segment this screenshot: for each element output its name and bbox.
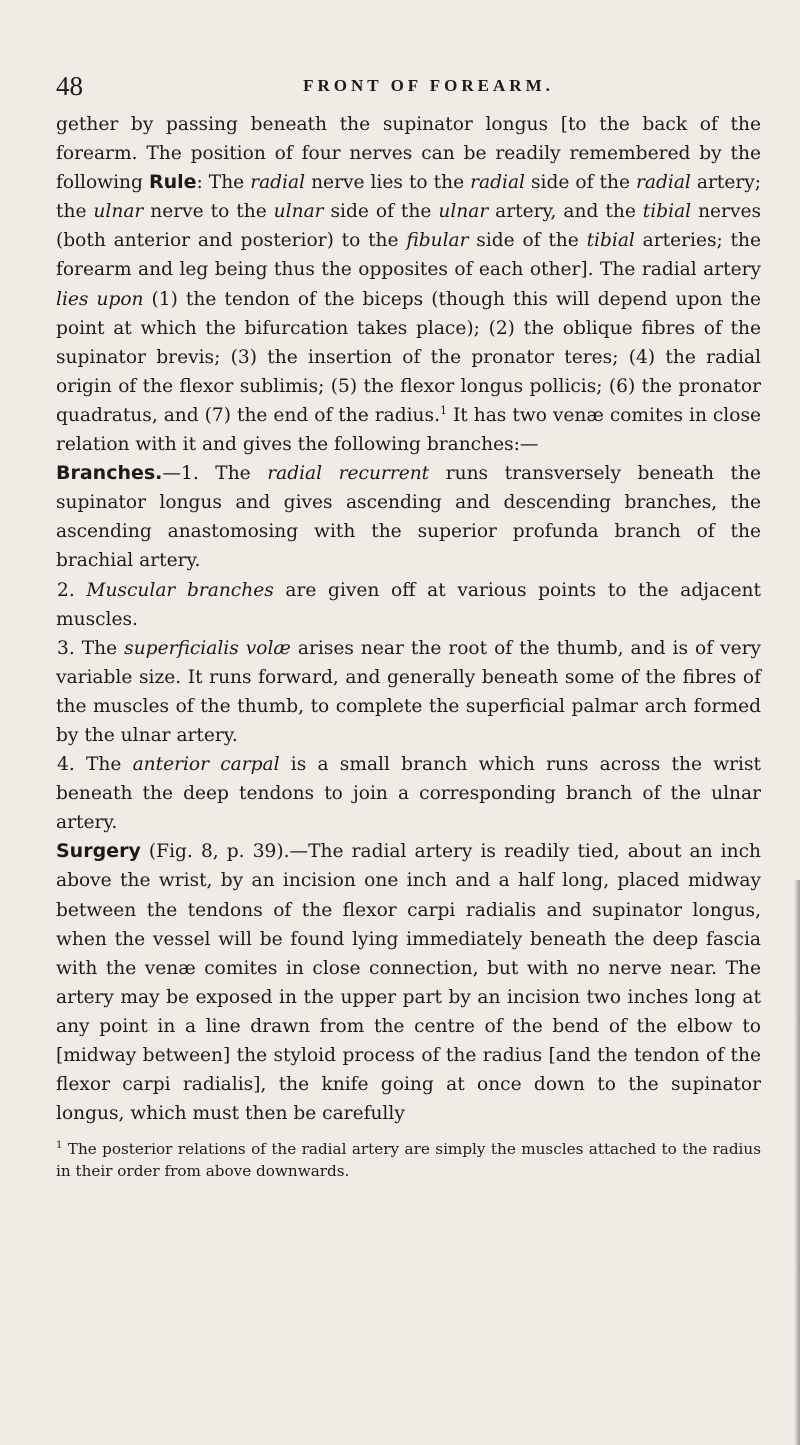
text-run: arises near the root of the thumb, and is of very variable size. It runs forward, and generally beneath some of the fibres of the muscles of the thumb, to complete the superficial palmar arch formed by the ulnar artery.: [56, 637, 761, 746]
text-run: (Fig. 8, p. 39).—The radial artery is readily tied, about an inch above the wrist, by an incision one inch and a half long, placed midway between the tendons of the flexor carpi radialis and supinator longus, when the vessel will be found lying immediately beneath the deep fascia with the venæ comites in close connection, but with no nerve near. The artery may be exposed in the upper part by an incision two inches long at any point in a line drawn from the centre of the bend of the elbow to [midway between] the styloid process of the radius [and the tendon of the flexor carpi radialis], the knife going at once down to the supinator longus, which must then be carefully: [56, 841, 761, 1125]
text-run: are given off at various points to the adjacent muscles.: [56, 579, 762, 630]
italic-term: radial: [636, 172, 691, 194]
text-run: : The: [196, 172, 251, 194]
footnote-mark: 1: [56, 1140, 63, 1152]
text-run: nerves (both anterior and posterior) to the: [56, 201, 761, 252]
text-run: nerve lies to the: [305, 172, 471, 194]
text-run: (1) the tendon of the biceps (though this will depend upon the point at which the bifurcation takes place); (2) the oblique fibres of the supinator brevis; (3) the insertion of the pronator teres; (4) the radial origin of the flexor sublimis; (5) the flexor longus pollicis; (6) the pronator quadratus, and (7) the end of the radius.: [56, 288, 761, 426]
paragraph-muscular: [56, 576, 761, 634]
text-run: 2.: [57, 579, 87, 601]
page-number: 48: [56, 71, 83, 101]
text-run: is a small branch which runs across the wrist beneath the deep tendons to join a corresponding branch of the ulnar artery.: [56, 754, 761, 834]
body-text: [56, 110, 761, 1128]
italic-term: anterior carpal: [132, 754, 280, 776]
page-content: [56, 70, 761, 1182]
italic-term: superficialis volæ: [124, 637, 291, 659]
paragraph-superficialis: [56, 634, 761, 750]
italic-term: radial: [250, 172, 306, 194]
italic-term: ulnar: [273, 201, 324, 223]
text-run: side of the: [323, 201, 439, 223]
text-run: artery, and the: [488, 201, 643, 223]
paragraph-anterior-carpal: [56, 750, 761, 837]
text-run: runs transversely beneath the supinator longus and gives ascending and descending branches, the ascending anastomosing with the superior profunda branch of the brachial artery.: [56, 463, 761, 572]
text-run: artery; the: [56, 172, 762, 223]
text-run: 3. The: [57, 637, 125, 659]
footnote: [56, 1138, 761, 1182]
italic-term: Muscular branches: [86, 579, 274, 601]
italic-term: ulnar: [93, 201, 144, 223]
text-run: nerve to the: [143, 201, 274, 223]
paragraph-rule: [56, 110, 761, 459]
paragraph-branches: [56, 459, 761, 575]
italic-term: radial recurrent: [267, 463, 430, 485]
italic-term: ulnar: [438, 201, 489, 223]
running-head: FRONT OF FOREARM.: [303, 76, 554, 95]
footnote-ref: 1: [439, 403, 447, 417]
text-run: —1. The: [162, 463, 268, 485]
footnote-text: The posterior relations of the radial artery are simply the muscles attached to the radius in their order from above downwards.: [56, 1140, 761, 1181]
italic-term: tibial: [586, 230, 635, 252]
text-run: gether by passing beneath the supinator longus [to the back of the forearm. The position of four nerves can be readily remembered by the following: [56, 114, 761, 194]
italic-term: lies upon: [56, 288, 144, 310]
paragraph-surgery: [56, 837, 761, 1128]
text-run: 4. The: [57, 754, 133, 776]
branches-heading: Branches.: [56, 462, 163, 485]
text-run: It has two venæ comites in close relation with it and gives the following branches:—: [56, 404, 761, 456]
page-header: [56, 70, 761, 110]
text-run: arteries; the forearm and leg being thus the opposites of each other]. The radial artery: [56, 230, 761, 281]
page-edge-shadow: [794, 880, 800, 1445]
rule-heading: Rule: [148, 171, 197, 194]
surgery-heading: Surgery: [56, 840, 141, 863]
italic-term: fibular: [406, 230, 469, 252]
text-run: side of the: [468, 230, 587, 252]
italic-term: tibial: [642, 201, 692, 223]
italic-term: radial: [470, 172, 525, 194]
text-run: side of the: [524, 172, 637, 194]
